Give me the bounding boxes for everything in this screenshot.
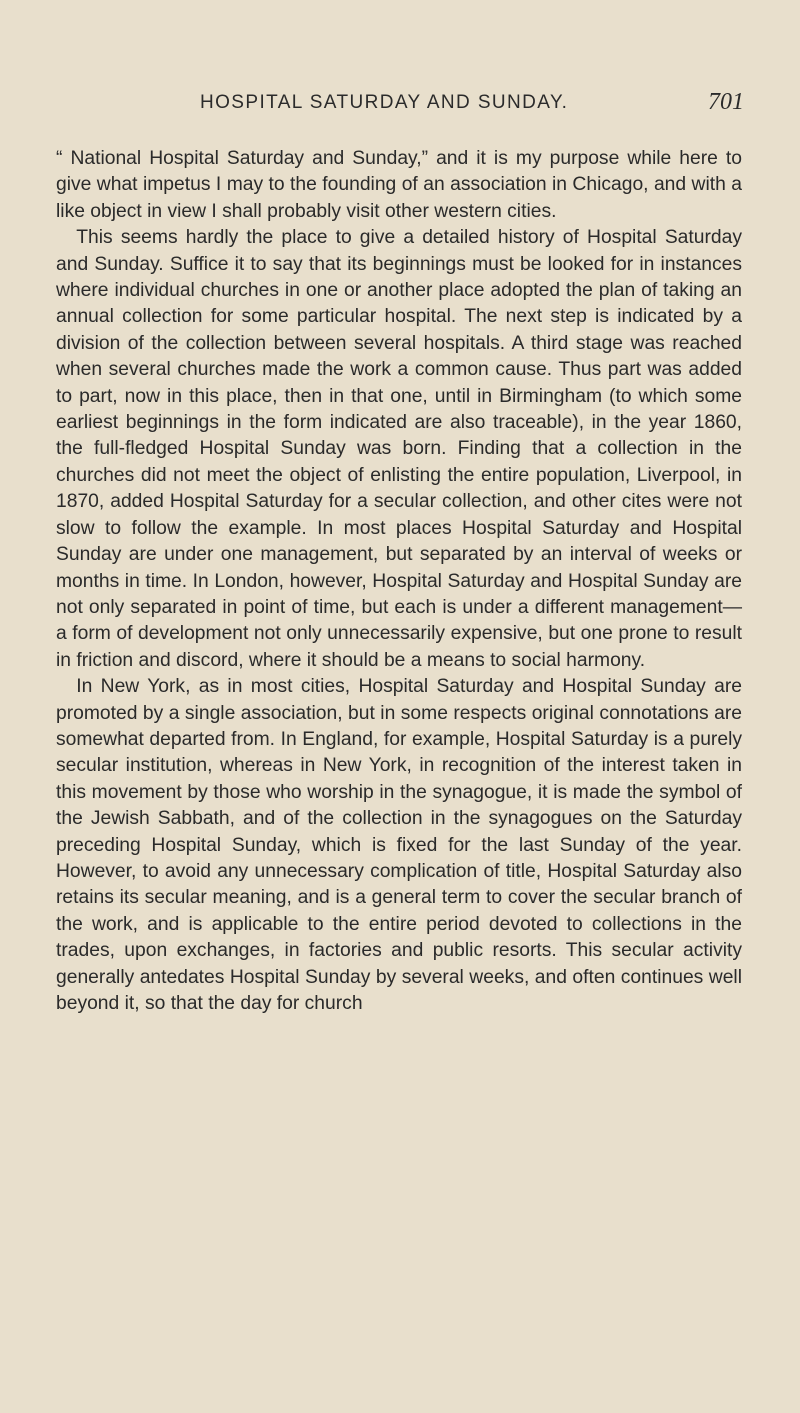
paragraph-history: This seems hardly the place to give a detailed history of Hospital Saturday and Sunday. Suffice it to say that its beginnings must be looked for in instances where individual churches in one or another place adopted the plan of taking an annual collection for some particular hospital. The next step is indicated by a division of the collection between several hospitals. A third stage was reached when several churches made the work a common cause. Thus part was added to part, now in this place, then in that one, until in Birmingham (to which some earliest beginnings in the form indicated are also traceable), in the year 1860, the full-fledged Hospital Sunday was born. Finding that a collection in the churches did not meet the object of enlisting the entire population, Liverpool, in 1870, added Hospital Saturday for a secular collection, and other cites were not slow to follow the example. In most places Hospital Saturday and Hospital Sunday are under one management, but separated by an interval of weeks or months in time. In London, however, Hospital Saturday and Hospital Sunday are not only separated in point of time, but each is under a different management—a form of development not only unnecessarily expensive, but one prone to result in friction and discord, where it should be a means to social harmony. bbox=[56, 227, 742, 671]
body-text bbox=[56, 146, 742, 1017]
running-title: HOSPITAL SATURDAY AND SUNDAY. bbox=[200, 92, 569, 113]
page-number: 701 bbox=[708, 89, 744, 115]
paragraph-continuation: “ National Hospital Saturday and Sunday,” and it is my purpose while here to give what impetus I may to the founding of an association in Chicago, and with a like object in view I shall probably visit other western cities. bbox=[56, 148, 742, 222]
paragraph-new-york: In New York, as in most cities, Hospital Saturday and Hospital Sunday are promoted by a single association, but in some respects original connotations are somewhat departed from. In England, for example, Hospital Saturday is a purely secular institution, whereas in New York, in recognition of the interest taken in this movement by those who worship in the synagogue, it is made the symbol of the Jewish Sabbath, and of the collection in the synagogues on the Saturday preceding Hospital Sunday, which is fixed for the last Sunday of the year. However, to avoid any unnecessary complication of title, Hospital Saturday also retains its secular meaning, and is a general term to cover the secular branch of the work, and is applicable to the entire period devoted to collections in the trades, upon exchanges, in factories and public resorts. This secular activity generally antedates Hospital Sunday by several weeks, and often continues well beyond it, so that the day for church bbox=[56, 676, 742, 1014]
running-head bbox=[50, 89, 750, 122]
